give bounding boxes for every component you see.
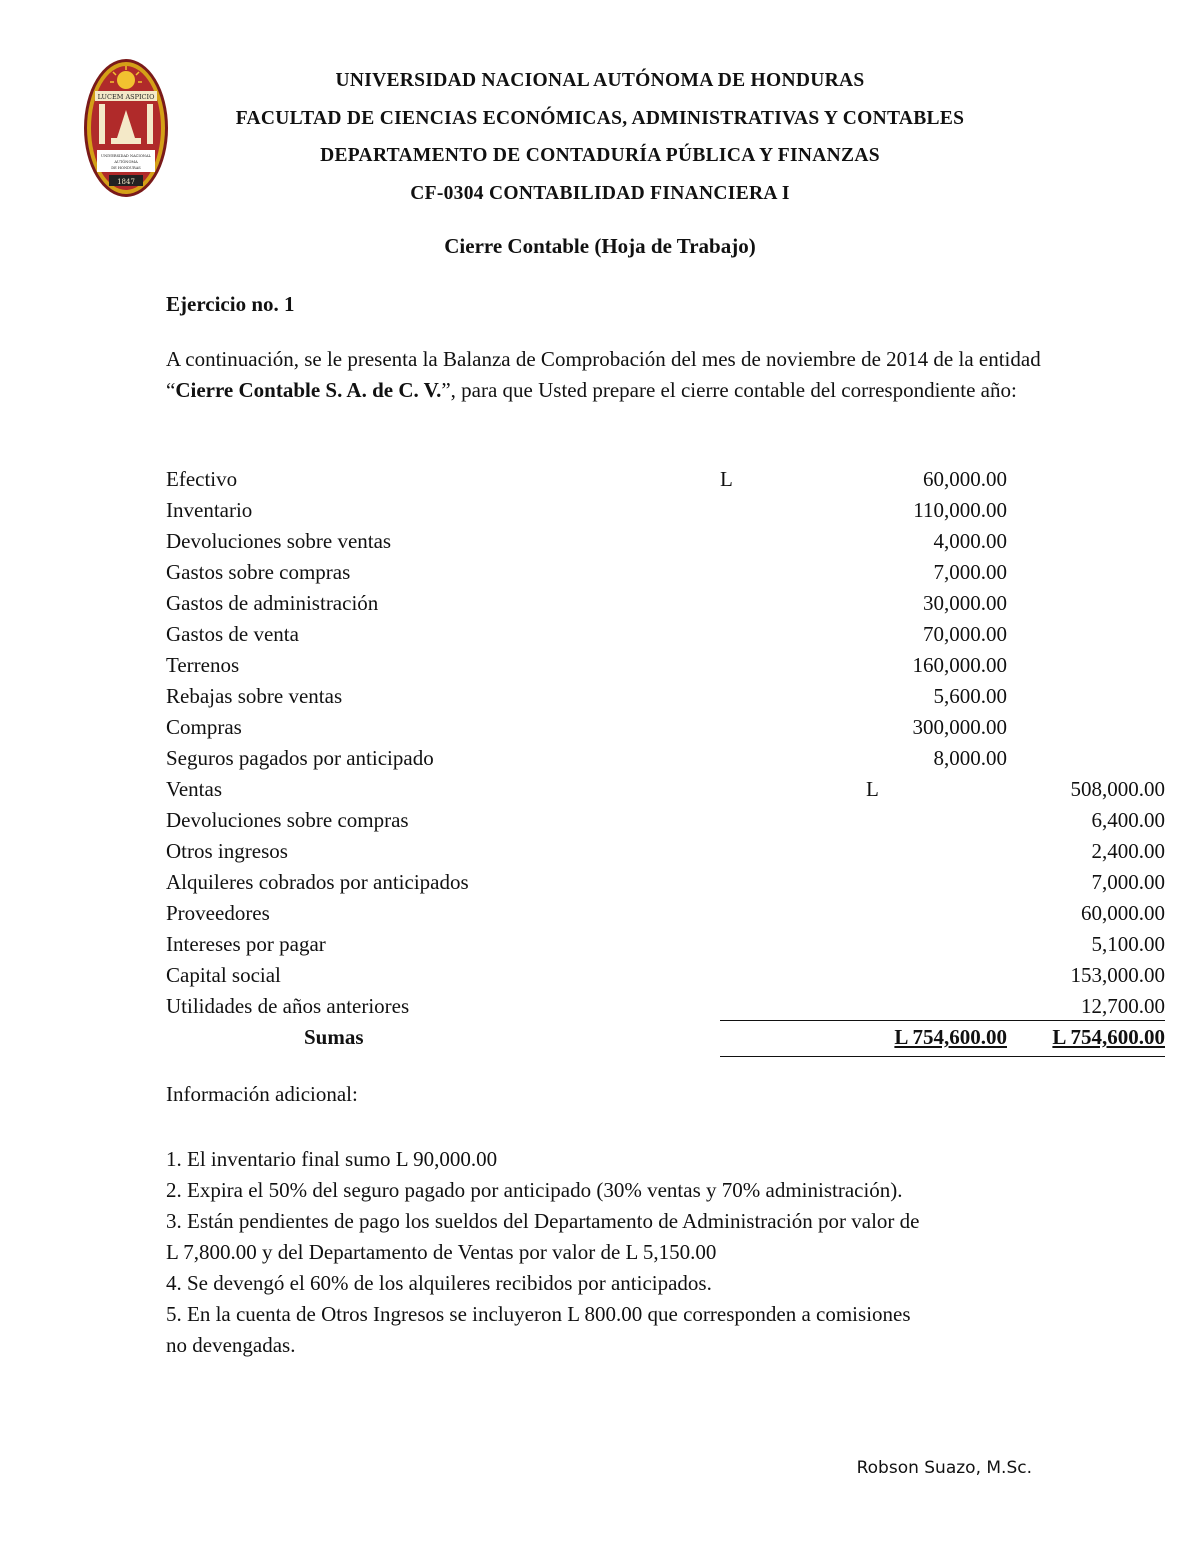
university-name: UNIVERSIDAD NACIONAL AUTÓNOMA DE HONDURAS	[335, 70, 865, 91]
account-name: Ventas	[166, 777, 222, 801]
account-name: Terrenos	[166, 653, 240, 677]
account-row	[166, 929, 1165, 960]
account-name: Inventario	[166, 498, 253, 522]
account-row	[166, 774, 1165, 805]
debit-amount: 4,000.00	[933, 529, 1007, 553]
credit-amount: 153,000.00	[1070, 963, 1165, 987]
account-row	[166, 991, 1165, 1022]
note-line: no devengadas.	[166, 1333, 296, 1357]
account-name: Gastos de venta	[166, 622, 299, 646]
debit-amount: 5,600.00	[933, 684, 1007, 708]
credit-amount: 60,000.00	[1081, 901, 1165, 925]
additional-info-heading: Información adicional:	[166, 1082, 358, 1106]
debit-amount: 70,000.00	[923, 622, 1007, 646]
account-row	[166, 619, 1006, 650]
total-debit: L 754,600.00	[894, 1025, 1007, 1049]
faculty-name: FACULTAD DE CIENCIAS ECONÓMICAS, ADMINISTRATIVAS Y CONTABLES	[235, 107, 965, 129]
svg-text:AUTÓNOMA: AUTÓNOMA	[114, 160, 138, 164]
account-name: Capital social	[166, 963, 281, 987]
credit-amount: 12,700.00	[1081, 994, 1165, 1018]
account-name: Otros ingresos	[166, 839, 288, 863]
intro-part-1: A continuación, se le presenta la Balanza de Comprobación del mes de noviembre de 2014 de la entidad “	[166, 347, 1041, 402]
svg-text:DE HONDURAS: DE HONDURAS	[111, 166, 141, 170]
document-title: Cierre Contable (Hoja de Trabajo)	[444, 234, 756, 258]
svg-text:LUCEM ASPICIO: LUCEM ASPICIO	[97, 93, 155, 101]
account-row	[166, 960, 1165, 991]
account-row	[166, 557, 1006, 588]
account-row	[166, 836, 1165, 867]
account-row	[166, 743, 1006, 774]
account-row	[166, 526, 1006, 557]
credit-amount: 508,000.00	[1070, 777, 1165, 801]
author-signature: Robson Suazo, M.Sc.	[856, 1458, 1032, 1478]
account-name: Utilidades de años anteriores	[166, 994, 410, 1018]
subtotal-rule	[720, 1020, 1165, 1021]
double-underline	[720, 1056, 1165, 1057]
note-line: 5. En la cuenta de Otros Ingresos se incluyeron L 800.00 que corresponden a comisiones	[166, 1302, 911, 1326]
account-row	[166, 867, 1165, 898]
debit-amount: 60,000.00	[923, 467, 1007, 491]
debit-amount: 300,000.00	[912, 715, 1007, 739]
document-header	[150, 66, 1050, 216]
note-line: 3. Están pendientes de pago los sueldos del Departamento de Administración por valor de	[166, 1209, 920, 1233]
account-name: Efectivo	[166, 467, 238, 491]
totals-row	[166, 1022, 1165, 1053]
department-name: DEPARTAMENTO DE CONTADURÍA PÚBLICA Y FINANZAS	[320, 145, 880, 166]
account-name: Devoluciones sobre compras	[166, 808, 409, 832]
debit-amount: 110,000.00	[913, 498, 1007, 522]
currency-symbol: L	[866, 777, 879, 801]
account-row	[166, 712, 1006, 743]
note-line: 2. Expira el 50% del seguro pagado por anticipado (30% ventas y 70% administración).	[166, 1178, 903, 1202]
totals-label: Sumas	[304, 1025, 364, 1049]
note-line: 4. Se devengó el 60% de los alquileres recibidos por anticipados.	[166, 1271, 712, 1295]
note-line: 1. El inventario final sumo L 90,000.00	[166, 1147, 498, 1171]
debit-amount: 7,000.00	[933, 560, 1007, 584]
entity-name: Cierre Contable S. A. de C. V.	[175, 378, 442, 402]
account-name: Gastos sobre compras	[166, 560, 351, 584]
note-line: L 7,800.00 y del Departamento de Ventas por valor de L 5,150.00	[166, 1240, 717, 1264]
account-name: Seguros pagados por anticipado	[166, 746, 434, 770]
currency-symbol: L	[720, 467, 733, 491]
credit-amount: 5,100.00	[1091, 932, 1165, 956]
exercise-heading: Ejercicio no. 1	[166, 292, 295, 316]
account-name: Proveedores	[166, 901, 270, 925]
debit-amount: 30,000.00	[923, 591, 1007, 615]
account-row	[166, 464, 1006, 495]
account-name: Rebajas sobre ventas	[166, 684, 343, 708]
account-row	[166, 650, 1006, 681]
account-name: Devoluciones sobre ventas	[166, 529, 392, 553]
account-name: Compras	[166, 715, 242, 739]
additional-info-list	[166, 1144, 1046, 1361]
debit-amount: 8,000.00	[933, 746, 1007, 770]
trial-balance	[166, 464, 1165, 1053]
credit-amount: 7,000.00	[1091, 870, 1165, 894]
total-credit: L 754,600.00	[1052, 1025, 1165, 1049]
credit-amount: 2,400.00	[1091, 839, 1165, 863]
svg-text:1847: 1847	[117, 178, 135, 186]
account-row	[166, 681, 1006, 712]
account-name: Intereses por pagar	[166, 932, 326, 956]
svg-text:UNIVERSIDAD NACIONAL: UNIVERSIDAD NACIONAL	[101, 154, 151, 158]
debit-amount: 160,000.00	[912, 653, 1007, 677]
intro-part-2: ”, para que Usted prepare el cierre contable del correspondiente año:	[441, 378, 1017, 402]
account-row	[166, 805, 1165, 836]
course-name: CF-0304 CONTABILIDAD FINANCIERA I	[410, 182, 790, 204]
account-name: Alquileres cobrados por anticipados	[166, 870, 469, 894]
account-name: Gastos de administración	[166, 591, 379, 615]
account-row	[166, 898, 1165, 929]
account-row	[166, 495, 1006, 526]
intro-paragraph	[166, 344, 1046, 406]
account-row	[166, 588, 1006, 619]
credit-amount: 6,400.00	[1091, 808, 1165, 832]
